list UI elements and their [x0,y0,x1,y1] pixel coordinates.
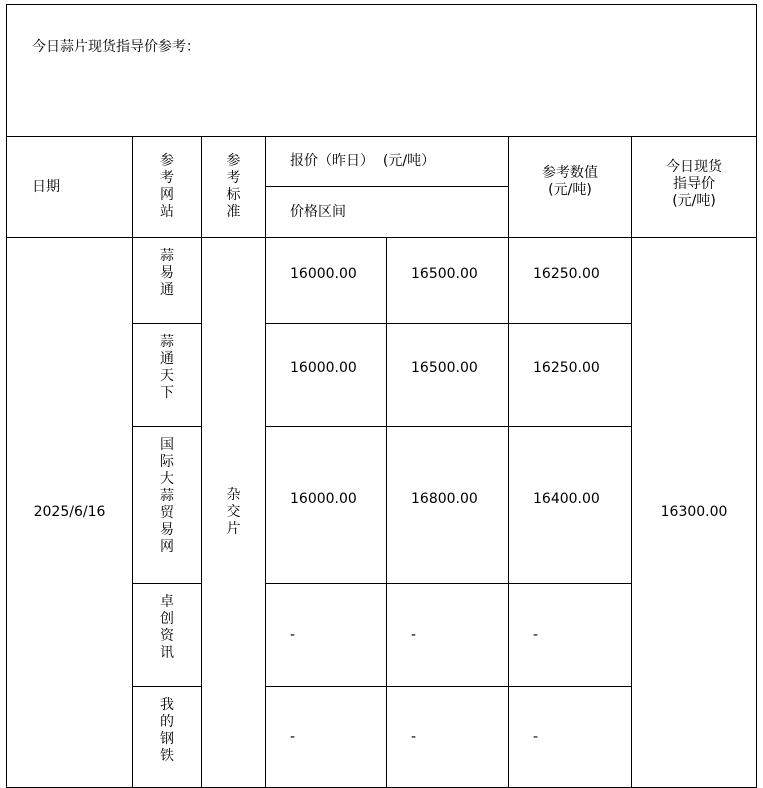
header-row-1 [7,137,757,187]
header-guide-price: 今日现货 指导价 (元/吨) [632,137,757,238]
header-standard: 参考标准 [202,137,266,238]
low-price: 16000.00 [266,427,387,584]
ref-value: 16250.00 [509,324,632,427]
low-price: - [266,687,387,788]
low-price: - [266,584,387,687]
price-table [6,4,757,788]
standard-value: 杂交片 [202,238,266,788]
ref-value: 16250.00 [509,238,632,324]
header-site: 参考网站 [133,137,202,238]
ref-value: - [509,687,632,788]
header-date: 日期 [7,137,133,238]
high-price: - [387,584,509,687]
guide-price-value: 16300.00 [632,238,757,788]
site-name: 卓创资讯 [133,584,202,687]
ref-value: - [509,584,632,687]
title-row [7,5,757,137]
low-price: 16000.00 [266,324,387,427]
site-name: 我的钢铁 [133,687,202,788]
site-name: 蒜易通 [133,238,202,324]
site-name: 国际大蒜贸易网 [133,427,202,584]
high-price: 16800.00 [387,427,509,584]
high-price: - [387,687,509,788]
table-row [7,238,757,324]
high-price: 16500.00 [387,238,509,324]
high-price: 16500.00 [387,324,509,427]
low-price: 16000.00 [266,238,387,324]
date-value: 2025/6/16 [7,238,133,788]
header-ref-value: 参考数值 (元/吨) [509,137,632,238]
site-name: 蒜通天下 [133,324,202,427]
document-title: 今日蒜片现货指导价参考： [7,5,757,137]
header-range: 价格区间 [266,187,509,238]
ref-value: 16400.00 [509,427,632,584]
header-quote: 报价（昨日） (元/吨） [266,137,509,187]
